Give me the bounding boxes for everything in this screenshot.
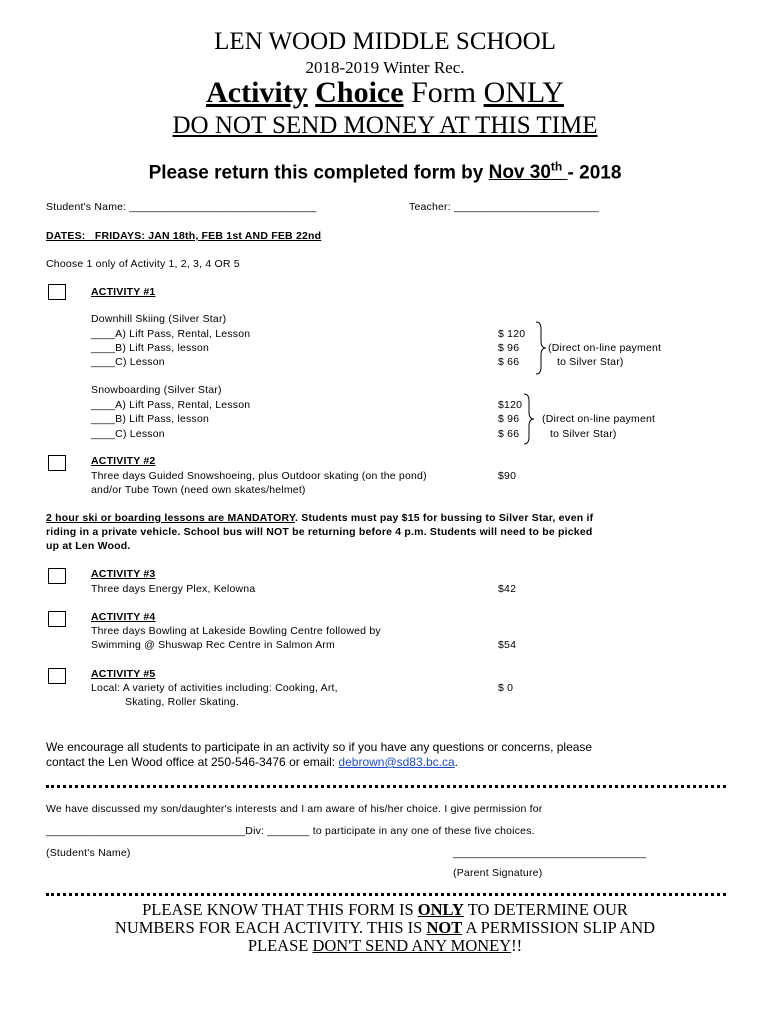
student-name-field[interactable]: Student's Name: _______________________________ bbox=[46, 201, 317, 213]
snowboard-brace-icon bbox=[522, 393, 536, 445]
snowboard-price-b: $ 96 bbox=[498, 413, 520, 425]
choose-instruction: Choose 1 only of Activity 1, 2, 3, 4 OR 5 bbox=[46, 258, 240, 270]
activity4-line2: Swimming @ Shuswap Rec Centre in Salmon Arm bbox=[91, 639, 335, 651]
snowboard-note-2: to Silver Star) bbox=[550, 428, 617, 440]
activity1-title: ACTIVITY #1 bbox=[91, 286, 156, 298]
skiing-price-a: $ 120 bbox=[498, 328, 526, 340]
activity2-line1: Three days Guided Snowshoeing, plus Outdoor skating (on the pond) bbox=[91, 470, 427, 482]
email-link[interactable]: debrown@sd83.bc.ca bbox=[338, 755, 455, 769]
snowboard-option-b[interactable]: ____B) Lift Pass, lesson bbox=[91, 413, 210, 425]
activity4-price: $54 bbox=[498, 639, 517, 651]
skiing-option-b[interactable]: ____B) Lift Pass, lesson bbox=[91, 342, 210, 354]
activity2-title: ACTIVITY #2 bbox=[91, 455, 156, 467]
snowboard-price-c: $ 66 bbox=[498, 428, 520, 440]
divider-top bbox=[46, 785, 726, 788]
mandatory-line2: riding in a private vehicle. School bus will NOT be returning before 4 p.m. Students will need to be picked bbox=[46, 526, 593, 538]
footer-line1: PLEASE KNOW THAT THIS FORM IS ONLY TO DETERMINE OUR bbox=[142, 900, 628, 919]
title-form: Form bbox=[411, 76, 477, 109]
snowboard-option-a[interactable]: ____A) Lift Pass, Rental, Lesson bbox=[91, 399, 251, 411]
activity3-title: ACTIVITY #3 bbox=[91, 568, 156, 580]
activity2-line2: and/or Tube Town (need own skates/helmet) bbox=[91, 484, 306, 496]
footer-line3: PLEASE DON'T SEND ANY MONEY!! bbox=[247, 936, 523, 955]
season-title: 2018-2019 Winter Rec. bbox=[305, 58, 465, 77]
encourage-line2: contact the Len Wood office at 250-546-3476 or email: debrown@sd83.bc.ca. bbox=[46, 755, 459, 769]
activity5-checkbox[interactable] bbox=[48, 668, 66, 684]
activity5-title: ACTIVITY #5 bbox=[91, 668, 156, 680]
title-only: ONLY bbox=[483, 76, 564, 109]
activity1-checkbox[interactable] bbox=[48, 284, 66, 300]
snowboard-option-c[interactable]: ____C) Lesson bbox=[91, 428, 165, 440]
skiing-note-2: to Silver Star) bbox=[557, 356, 624, 368]
signature-line[interactable]: ________________________________ bbox=[453, 847, 647, 859]
student-name-caption: (Student's Name) bbox=[46, 847, 131, 859]
skiing-price-c: $ 66 bbox=[498, 356, 520, 368]
activity5-line2: Skating, Roller Skating. bbox=[125, 696, 239, 708]
footer-line2: NUMBERS FOR EACH ACTIVITY. THIS IS NOT A PERMISSION SLIP AND bbox=[114, 918, 656, 937]
dates-line: DATES: FRIDAYS: JAN 18th, FEB 1st AND FEB 22nd bbox=[46, 230, 322, 242]
mandatory-line3: up at Len Wood. bbox=[46, 540, 131, 552]
skiing-heading: Downhill Skiing (Silver Star) bbox=[91, 313, 227, 325]
skiing-option-c[interactable]: ____C) Lesson bbox=[91, 356, 165, 368]
activity5-line1: Local: A variety of activities including: Cooking, Art, bbox=[91, 682, 338, 694]
mandatory-line1: 2 hour ski or boarding lessons are MANDATORY. Students must pay $15 for bussing to Silver Star, even if bbox=[46, 512, 594, 524]
activity5-price: $ 0 bbox=[498, 682, 514, 694]
permission-line1: We have discussed my son/daughter's interests and I am aware of his/her choice. I give permission for bbox=[46, 803, 543, 815]
skiing-brace-icon bbox=[534, 321, 548, 375]
skiing-option-a[interactable]: ____A) Lift Pass, Rental, Lesson bbox=[91, 328, 251, 340]
activity2-price: $90 bbox=[498, 470, 517, 482]
encourage-line1: We encourage all students to participate in an activity so if you have any questions or concerns, please bbox=[46, 740, 593, 754]
snowboard-heading: Snowboarding (Silver Star) bbox=[91, 384, 222, 396]
divider-bottom bbox=[46, 893, 726, 896]
form-title bbox=[0, 76, 770, 110]
activity4-line1: Three days Bowling at Lakeside Bowling Centre followed by bbox=[91, 625, 381, 637]
snowboard-note-1: (Direct on-line payment bbox=[542, 413, 656, 425]
no-money-notice: DO NOT SEND MONEY AT THIS TIME bbox=[172, 112, 598, 139]
activity3-price: $42 bbox=[498, 583, 517, 595]
skiing-note-1: (Direct on-line payment bbox=[548, 342, 662, 354]
teacher-field[interactable]: Teacher: ________________________ bbox=[409, 201, 599, 213]
return-deadline: Please return this completed form by Nov 30th - 2018 bbox=[148, 160, 622, 184]
parent-signature-caption: (Parent Signature) bbox=[453, 867, 543, 879]
activity4-title: ACTIVITY #4 bbox=[91, 611, 156, 623]
permission-line2[interactable]: _________________________________Div: _______ to participate in any one of these five choices. bbox=[46, 825, 535, 837]
title-activity: Activity bbox=[206, 76, 308, 109]
school-name: LEN WOOD MIDDLE SCHOOL bbox=[214, 28, 556, 55]
activity4-checkbox[interactable] bbox=[48, 611, 66, 627]
skiing-price-b: $ 96 bbox=[498, 342, 520, 354]
activity3-checkbox[interactable] bbox=[48, 568, 66, 584]
snowboard-price-a: $120 bbox=[498, 399, 523, 411]
return-date: Nov 30th bbox=[488, 160, 563, 184]
title-choice: Choice bbox=[315, 76, 404, 109]
activity3-line1: Three days Energy Plex, Kelowna bbox=[91, 583, 256, 595]
activity2-checkbox[interactable] bbox=[48, 455, 66, 471]
